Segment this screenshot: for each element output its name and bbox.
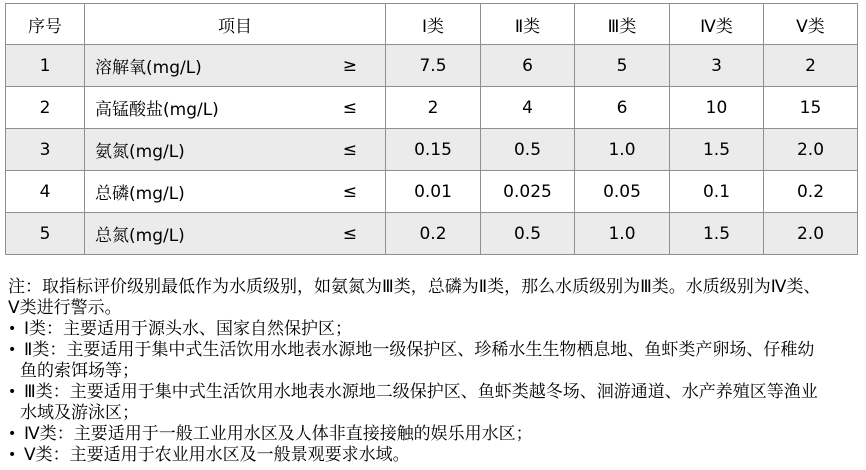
value-cell: 1.5 [670,129,764,171]
table-row [6,171,858,213]
column-header-class4: Ⅳ类 [670,4,764,45]
header-row [6,4,858,45]
item-label: 总磷(mg/L) [95,184,185,204]
value-cell: 0.5 [481,213,575,255]
note-bullet-class4: • Ⅳ类：主要适用于一般工业用水区及人体非直接接触的娱乐用水区； [8,424,533,444]
value-cell: 1.0 [575,213,670,255]
value-cell: 1.5 [670,213,764,255]
bullet-icon: • [8,447,17,463]
column-header-class3: Ⅲ类 [575,4,670,45]
note-text-continuation: 水域及游泳区； [20,403,139,423]
operator-symbol: ≤ [342,223,357,244]
operator-symbol: ≥ [342,55,357,76]
column-header-class5: Ⅴ类 [764,4,858,45]
operator-symbol: ≤ [342,139,357,160]
bullet-icon: • [8,342,17,358]
table-row [6,45,858,87]
value-cell: 0.05 [575,171,670,213]
value-cell: 0.5 [481,129,575,171]
value-cell: 10 [670,87,764,129]
value-cell: 15 [764,87,858,129]
value-cell: 0.15 [386,129,481,171]
table-row [6,87,858,129]
item-label: 溶解氧(mg/L) [95,58,202,78]
row-number: 1 [6,45,85,87]
value-cell: 0.2 [764,171,858,213]
note-bullet-class3: • Ⅲ类：主要适用于集中式生活饮用水地表水源地二级保护区、鱼虾类越冬场、洄游通道、水产养殖区等渔业 [8,382,818,402]
value-cell: 0.2 [386,213,481,255]
notes-section [0,277,866,466]
value-cell: 1.0 [575,129,670,171]
bullet-icon: • [8,321,17,337]
note-bullet-class5: • Ⅴ类：主要适用于农业用水区及一般景观要求水域。 [8,445,410,465]
column-header-class2: Ⅱ类 [481,4,575,45]
value-cell: 0.1 [670,171,764,213]
item-label: 氨氮(mg/L) [95,142,185,162]
note-bullet-class1: • Ⅰ类：主要适用于源头水、国家自然保护区； [8,319,353,339]
item-label: 高锰酸盐(mg/L) [95,100,219,120]
bullet-icon: • [8,426,17,442]
value-cell: 2 [386,87,481,129]
value-cell: 5 [575,45,670,87]
value-cell: 7.5 [386,45,481,87]
column-header-index: 序号 [6,4,85,45]
value-cell: 2.0 [764,129,858,171]
value-cell: 2.0 [764,213,858,255]
water-quality-standards-table [5,3,858,255]
row-number: 3 [6,129,85,171]
note-text: 注：取指标评价级别最低作为水质级别，如氨氮为Ⅲ类，总磷为Ⅱ类，那么水质级别为Ⅲ类。水质级别为Ⅳ类、 [8,277,821,297]
value-cell: 3 [670,45,764,87]
table-row [6,129,858,171]
row-number: 4 [6,171,85,213]
value-cell: 6 [481,45,575,87]
value-cell: 0.025 [481,171,575,213]
value-cell: 2 [764,45,858,87]
column-header-item: 项目 [85,4,386,45]
row-number: 5 [6,213,85,255]
value-cell: 6 [575,87,670,129]
bullet-icon: • [8,384,17,400]
value-cell: 4 [481,87,575,129]
table-row [6,213,858,255]
note-bullet-class2: • Ⅱ类：主要适用于集中式生活饮用水地表水源地一级保护区、珍稀水生生物栖息地、鱼虾类产卵场、仔稚幼 [8,340,815,360]
operator-symbol: ≤ [342,181,357,202]
row-number: 2 [6,87,85,129]
column-header-class1: Ⅰ类 [386,4,481,45]
note-text-continuation: 鱼的索饵场等； [20,361,139,381]
operator-symbol: ≤ [342,97,357,118]
item-label: 总氮(mg/L) [95,226,185,246]
value-cell: 0.01 [386,171,481,213]
note-text: Ⅴ类进行警示。 [8,298,122,318]
